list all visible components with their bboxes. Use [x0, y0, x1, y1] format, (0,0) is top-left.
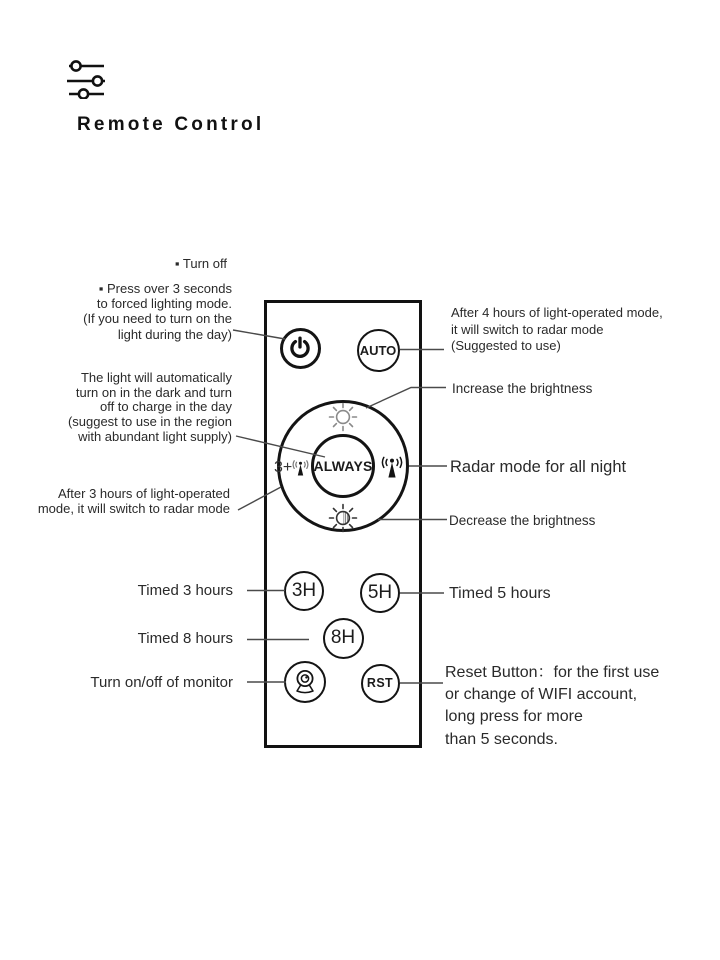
annotation-reset-button [445, 662, 659, 751]
brightness-down-button[interactable] [328, 503, 358, 533]
annotation-line: with abundant light supply) [78, 428, 232, 444]
annotation-decrease-brightness: Decrease the brightness [449, 513, 596, 528]
page-title: Remote Control [77, 114, 265, 135]
annotation-line: to forced lighting mode. [96, 296, 232, 312]
annotation-line: After 4 hours of light-operated mode, [451, 305, 663, 320]
radar-antenna-icon [380, 454, 404, 481]
annotation-line: (suggest to use in the region [67, 414, 232, 430]
annotation-after-4-hours [451, 305, 663, 355]
reset-button-label: RST [366, 676, 394, 690]
reset-button[interactable] [361, 664, 400, 703]
annotation-line: light during the day) [117, 326, 232, 342]
always-button[interactable] [311, 434, 375, 498]
annotation-line: Reset Button：for the first use [445, 664, 660, 681]
annotation-radar-mode: Radar mode for all night [450, 458, 627, 476]
annotation-timed-8-hours: Timed 8 hours [137, 630, 233, 647]
annotation-line: or change of WIFI account, [445, 686, 638, 704]
timer-5h-button[interactable] [360, 573, 400, 613]
annotation-auto-light [68, 371, 232, 445]
annotation-timed-3-hours: Timed 3 hours [137, 582, 233, 599]
annotation-monitor-toggle: Turn on/off of monitor [90, 674, 233, 691]
sun-icon [328, 402, 358, 432]
timer-5h-label: 5H [367, 582, 393, 603]
power-button[interactable] [280, 328, 321, 369]
webcam-icon [290, 667, 320, 697]
annotation-line: ▪ Turn off [174, 256, 227, 271]
timer-3h-label: 3H [291, 580, 317, 601]
annotation-increase-brightness: Increase the brightness [452, 381, 593, 396]
annotation-line: off to charge in the day [99, 399, 232, 415]
timer-8h-label: 8H [330, 627, 356, 648]
brightness-up-button[interactable] [328, 402, 358, 432]
timer-8h-button[interactable] [323, 618, 364, 659]
mode3-label: 3+ [274, 459, 293, 476]
annotation-line: The light will automatically [80, 370, 232, 385]
annotation-after-3-hours [38, 486, 230, 516]
annotation-turn-off [175, 256, 227, 271]
radar-mode-button[interactable] [380, 454, 404, 481]
annotation-line: ▪ Press over 3 seconds [98, 281, 232, 296]
timer-3h-button[interactable] [284, 571, 324, 611]
annotation-line: than 5 seconds. [445, 730, 558, 748]
annotation-line: turn on in the dark and turn [75, 384, 232, 400]
sliders-icon [66, 53, 108, 99]
annotation-line: (If you need to turn on the [83, 311, 232, 327]
annotation-line: mode, it will switch to radar mode [37, 501, 230, 517]
auto-button[interactable] [357, 329, 400, 372]
annotation-line: long press for more [445, 708, 583, 726]
radar-antenna-small-icon [292, 458, 309, 478]
annotation-line: it will switch to radar mode [451, 321, 604, 337]
auto-button-label: AUTO [359, 342, 397, 358]
annotation-line: (Suggested to use) [451, 338, 561, 354]
monitor-button[interactable] [284, 661, 326, 703]
always-button-label: ALWAYS [313, 458, 373, 474]
power-icon [288, 336, 312, 360]
light-radar-mode-button[interactable] [274, 456, 309, 480]
annotation-forced-lighting [83, 281, 232, 342]
annotation-line: After 3 hours of light-operated [58, 486, 230, 501]
annotation-timed-5-hours: Timed 5 hours [449, 585, 551, 602]
half-sun-icon [328, 503, 358, 533]
